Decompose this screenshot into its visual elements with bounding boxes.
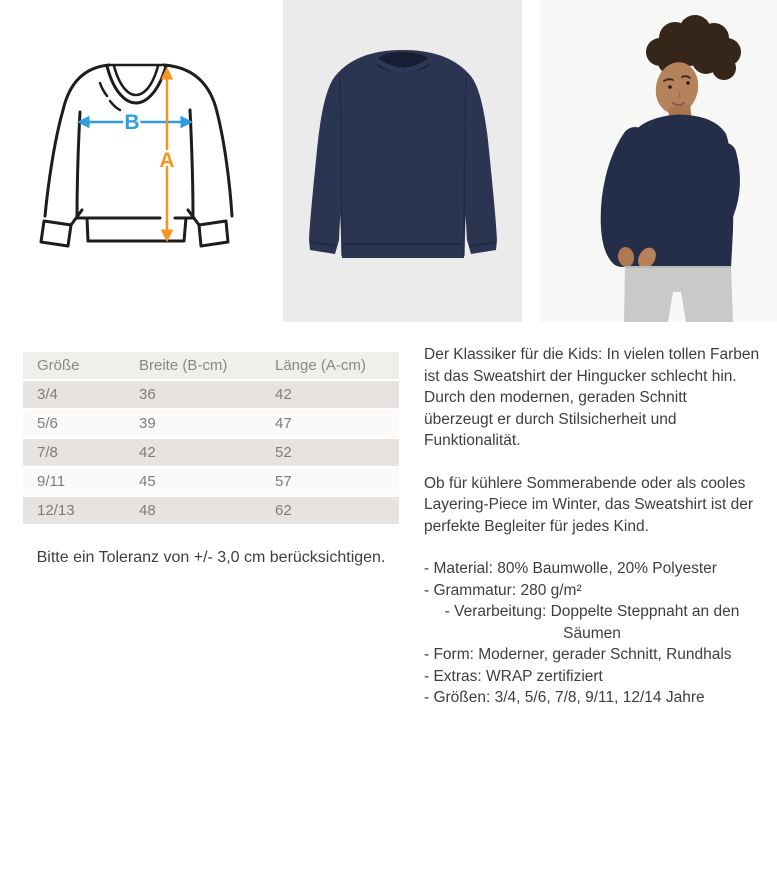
size-table [23,352,399,526]
description-paragraph: Der Klassiker für die Kids: In vielen tollen Farben ist das Sweatshirt der Hingucker schlecht hin. Durch den modernen, geraden Schnitt überzeugt er durch Stilsicherheit und Funktionalität. [424,346,760,449]
sweatshirt-image [309,50,497,258]
cell-laenge: 57 [261,467,399,496]
cell-groesse: 12/13 [23,496,125,525]
cell-groesse: 5/6 [23,409,125,438]
table-row [23,496,399,525]
sweatshirt-outline-icon [41,65,232,246]
col-header-groesse: Größe [23,352,125,380]
cell-breite: 45 [125,467,261,496]
product-photo [283,0,522,322]
table-row [23,438,399,467]
cell-breite: 48 [125,496,261,525]
detail-item-material: - Material: 80% Baumwolle, 20% Polyester [424,560,717,577]
product-details-list [424,558,760,709]
col-header-laenge: Länge (A-cm) [261,352,399,380]
table-row [23,467,399,496]
table-row [23,409,399,438]
width-label: B [124,111,140,134]
tolerance-note: Bitte ein Toleranz von +/- 3,0 cm berücksichtigen. [36,549,386,566]
cell-breite: 42 [125,438,261,467]
table-header-row [23,352,399,380]
cell-laenge: 47 [261,409,399,438]
cell-groesse: 3/4 [23,380,125,409]
cell-breite: 39 [125,409,261,438]
cell-breite: 36 [125,380,261,409]
description-paragraph: Ob für kühlere Sommerabende oder als cooles Layering-Piece im Winter, das Sweatshirt ist der perfekte Begleiter für jedes Kind. [424,474,754,535]
model-photo [540,0,777,322]
table-row [23,380,399,409]
cell-groesse: 9/11 [23,467,125,496]
cell-laenge: 62 [261,496,399,525]
detail-item-extras: - Extras: WRAP zertifiziert [424,667,603,685]
cell-laenge: 52 [261,438,399,467]
detail-item-verarbeitung: - Verarbeitung: Doppelte Steppnaht an den Säumen [444,603,740,642]
size-measurement-diagram [32,50,237,255]
product-description [424,344,760,709]
cell-laenge: 42 [261,380,399,409]
length-label: A [159,149,175,172]
detail-item-grammatur: - Grammatur: 280 g/m² [424,581,582,599]
detail-item-groessen: - Größen: 3/4, 5/6, 7/8, 9/11, 12/14 Jahre [424,689,705,706]
col-header-breite: Breite (B-cm) [125,352,261,380]
cell-groesse: 7/8 [23,438,125,467]
detail-item-form: - Form: Moderner, gerader Schnitt, Rundhals [424,646,732,663]
